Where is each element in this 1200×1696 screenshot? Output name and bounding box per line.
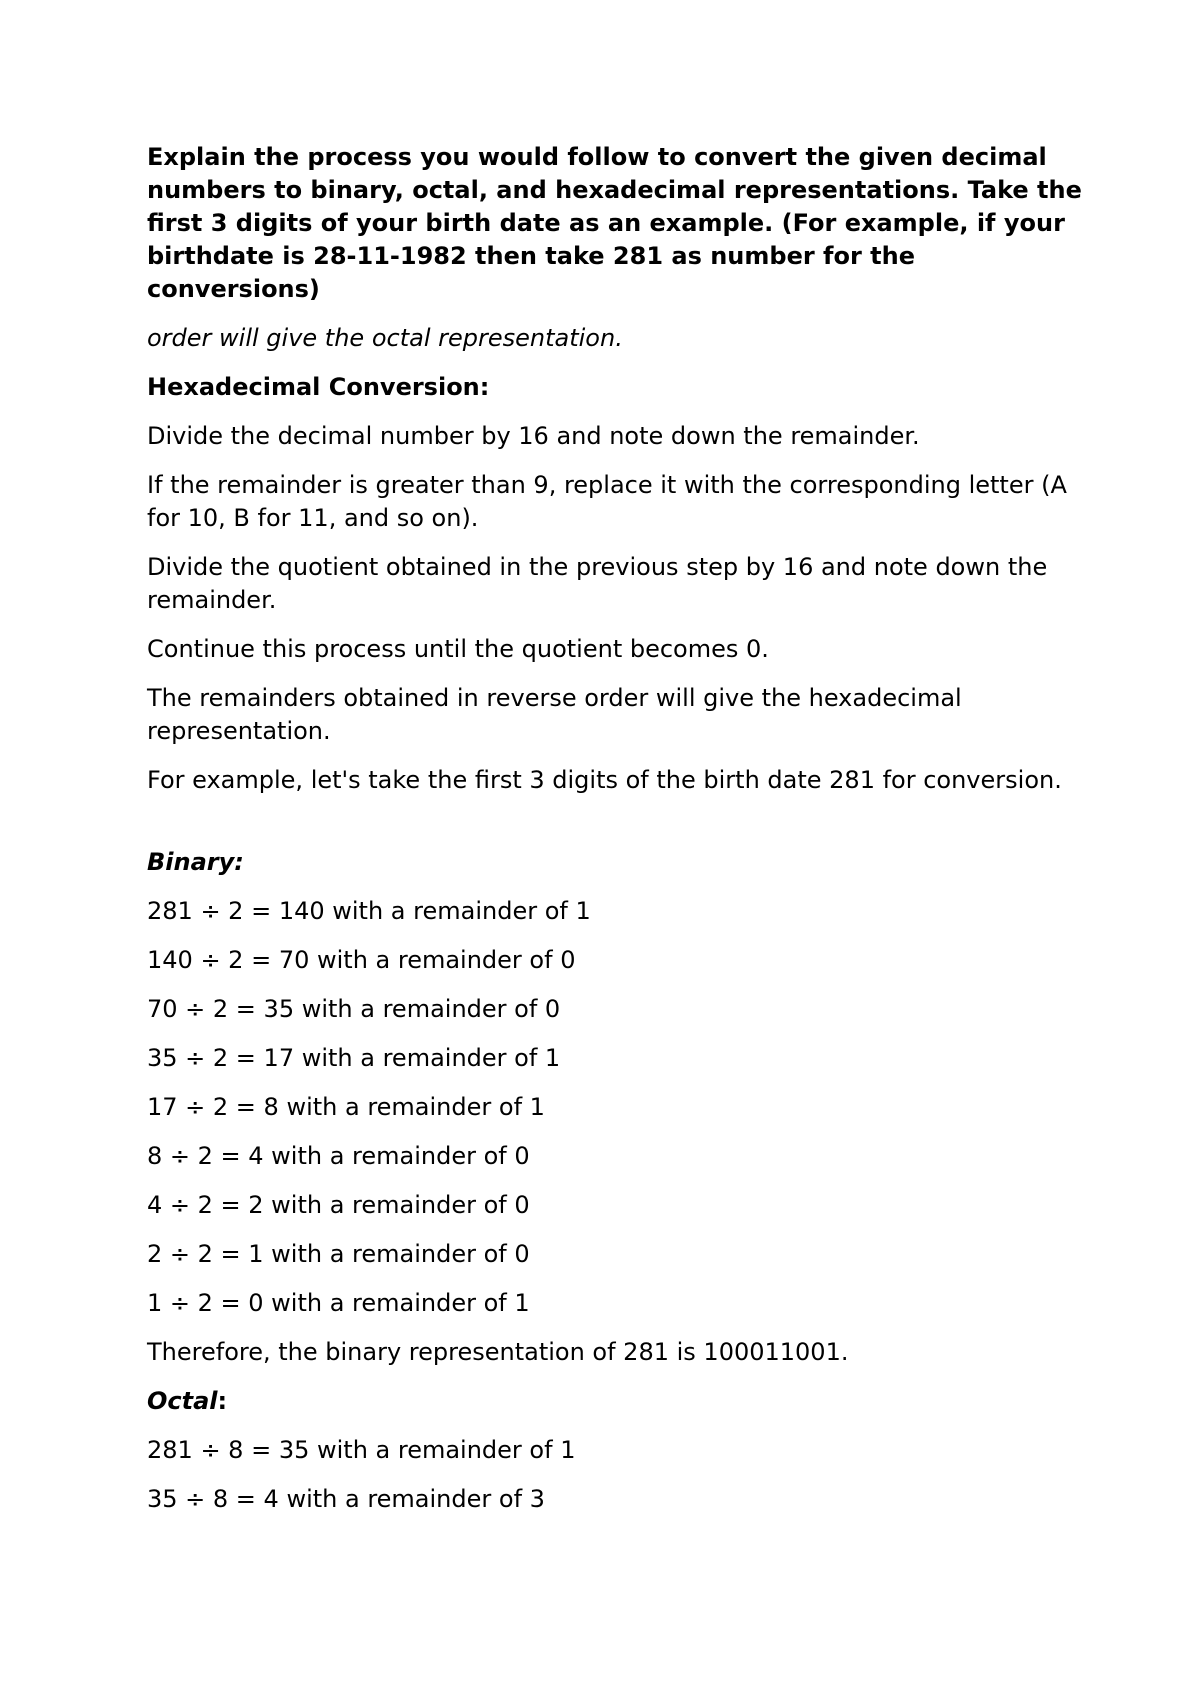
- document-page: [147, 141, 1087, 1532]
- binary-result: Therefore, the binary representation of 281 is 100011001.: [147, 1338, 849, 1366]
- hex-step: Continue this process until the quotient becomes 0.: [147, 635, 769, 663]
- octal-heading-colon: :: [217, 1387, 228, 1415]
- octal-heading-word: Octal: [147, 1387, 218, 1415]
- hex-step: For example, let's take the first 3 digits of the birth date 281 for conversion.: [147, 766, 1062, 794]
- hex-heading: Hexadecimal Conversion:: [147, 373, 490, 401]
- hex-step: Divide the quotient obtained in the previous step by 16 and note down the remainder.: [147, 553, 1048, 614]
- question-text: Explain the process you would follow to convert the given decimal numbers to binary, octal, and hexadecimal representations. Take the first 3 digits of your birth date as an example. (For example, if your birthdate is 28-11-1982 then take 281 as number for the conversions): [147, 143, 1082, 303]
- binary-step: 281 ÷ 2 = 140 with a remainder of 1: [147, 897, 591, 925]
- binary-step: 70 ÷ 2 = 35 with a remainder of 0: [147, 995, 561, 1023]
- binary-heading: Binary:: [147, 848, 244, 876]
- octal-heading: [147, 1385, 1087, 1418]
- binary-step: 8 ÷ 2 = 4 with a remainder of 0: [147, 1142, 530, 1170]
- octal-step: 35 ÷ 8 = 4 with a remainder of 3: [147, 1485, 545, 1513]
- binary-step: 1 ÷ 2 = 0 with a remainder of 1: [147, 1289, 530, 1317]
- binary-step: 35 ÷ 2 = 17 with a remainder of 1: [147, 1044, 561, 1072]
- binary-step: 17 ÷ 2 = 8 with a remainder of 1: [147, 1093, 545, 1121]
- hex-step: If the remainder is greater than 9, replace it with the corresponding letter (A for 10, B for 11, and so on).: [147, 471, 1067, 532]
- blank-line: [147, 813, 1087, 846]
- octal-tail-text: order will give the octal representation.: [147, 324, 623, 352]
- hex-step: Divide the decimal number by 16 and note down the remainder.: [147, 422, 920, 450]
- hex-step: The remainders obtained in reverse order will give the hexadecimal representation.: [147, 684, 962, 745]
- binary-step: 2 ÷ 2 = 1 with a remainder of 0: [147, 1240, 530, 1268]
- octal-step: 281 ÷ 8 = 35 with a remainder of 1: [147, 1436, 576, 1464]
- binary-step: 140 ÷ 2 = 70 with a remainder of 0: [147, 946, 576, 974]
- binary-step: 4 ÷ 2 = 2 with a remainder of 0: [147, 1191, 530, 1219]
